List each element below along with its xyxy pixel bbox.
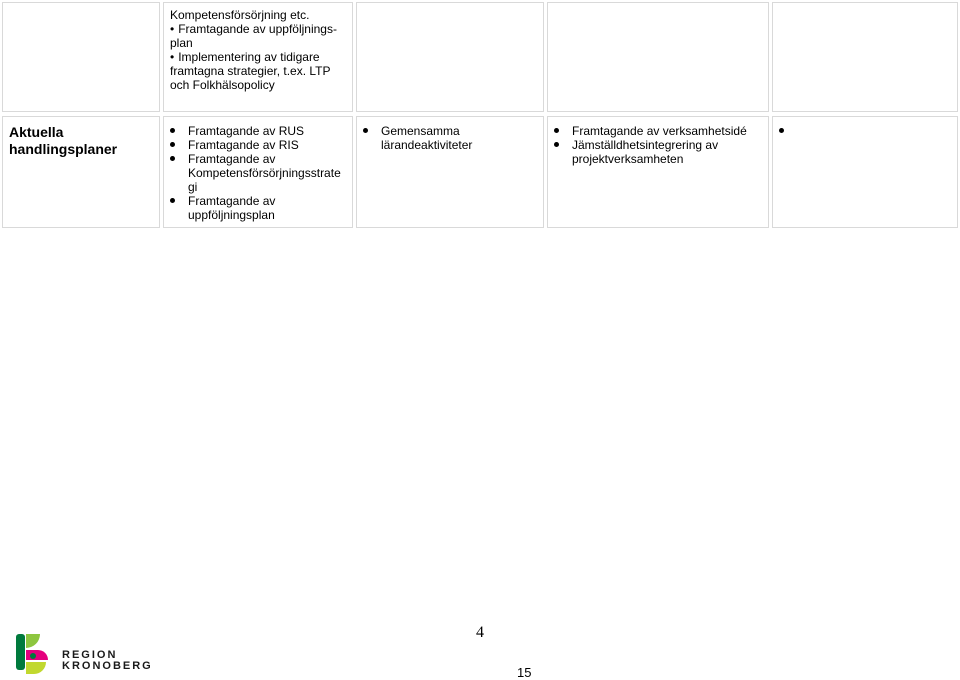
- region-kronoberg-logo: [16, 632, 166, 674]
- list-item: Framtagande av verksamhetsidé: [548, 124, 763, 138]
- table-cell: [163, 116, 353, 228]
- table-cell: [356, 116, 544, 228]
- bullet-list: [357, 124, 497, 152]
- text-line: • Framtagande av uppföljnings-: [170, 22, 350, 36]
- text-line: Kompetensförsörjning etc.: [170, 8, 310, 22]
- page-number: 15: [517, 665, 532, 680]
- page-number-small: 4: [476, 624, 484, 641]
- table-cell: [2, 2, 160, 112]
- text-line: • Implementering av tidigare: [170, 50, 350, 64]
- row-heading-line: handlingsplaner: [9, 141, 118, 157]
- list-item: Jämställdhetsintegrering av projektverksamheten: [548, 138, 763, 166]
- table-cell: [356, 2, 544, 112]
- bullet-list: [164, 124, 342, 222]
- table-cell: [163, 2, 353, 112]
- content-table: [2, 2, 958, 228]
- row-heading: [9, 124, 117, 158]
- list-item: Framtagande av Kompetensförsörjningsstrategi: [164, 152, 342, 194]
- logo-mark-icon: [16, 632, 56, 674]
- table-cell: [772, 116, 958, 228]
- bullet-list: [548, 124, 763, 166]
- table-cell: [547, 116, 769, 228]
- row-heading-line: Aktuella: [9, 124, 64, 140]
- text-line: plan: [170, 36, 193, 50]
- table-cell: [547, 2, 769, 112]
- list-item: Framtagande av RUS: [164, 124, 342, 138]
- text-line: och Folkhälsopolicy: [170, 78, 275, 92]
- list-item: Framtagande av RIS: [164, 138, 342, 152]
- logo-text-region: REGION: [62, 649, 118, 661]
- list-item: Framtagande av uppföljningsplan: [164, 194, 342, 222]
- logo-text-kronoberg: KRONOBERG: [62, 660, 153, 672]
- continued-text: [170, 8, 350, 92]
- text-line: framtagna strategier, t.ex. LTP: [170, 64, 331, 78]
- table-cell: [772, 2, 958, 112]
- table-cell: [2, 116, 160, 228]
- list-item: Gemensamma lärandeaktiviteter: [357, 124, 497, 152]
